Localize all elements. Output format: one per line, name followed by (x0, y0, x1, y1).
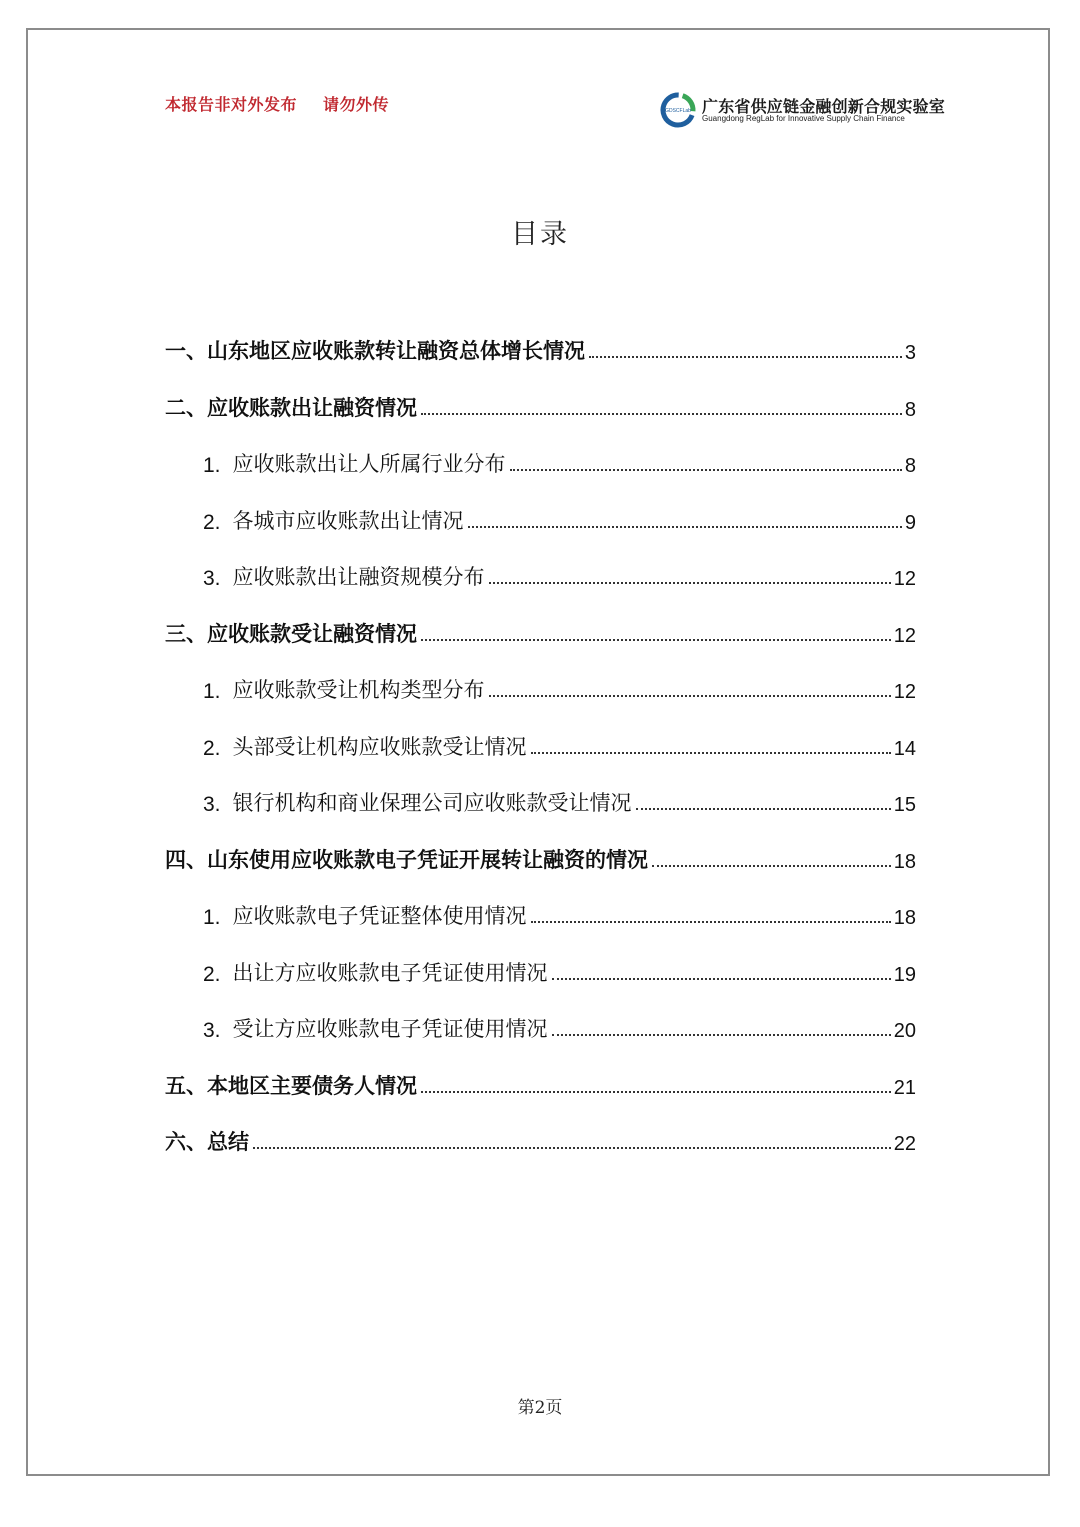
toc-leader-dots (652, 865, 891, 867)
toc-leader-dots (489, 582, 891, 584)
toc-entry[interactable] (203, 890, 916, 930)
page-number: 第2页 (517, 1398, 563, 1418)
lab-logo (660, 92, 946, 128)
toc-leader-dots (531, 921, 891, 923)
toc-entry-number: 2. (203, 962, 221, 986)
toc-entry-label: 出让方应收账款电子凭证使用情况 (232, 960, 548, 985)
toc-entry-label: 受让方应收账款电子凭证使用情况 (232, 1017, 548, 1041)
toc-entry[interactable] (165, 1060, 916, 1100)
toc-leader-dots (253, 1147, 891, 1149)
toc-entry-page: 19 (893, 963, 916, 986)
toc-leader-dots (589, 356, 902, 358)
toc-entry[interactable] (165, 382, 916, 422)
toc-entry-page: 18 (893, 907, 916, 929)
toc-entry-page: 20 (893, 1020, 916, 1042)
lab-name-en: Guangdong RegLab for Innovative Supply Chain Finance (702, 114, 905, 123)
toc-entry-label: 各城市应收账款出让情况 (232, 508, 464, 533)
toc-entry-page: 8 (904, 398, 916, 421)
toc-entry-page: 12 (893, 624, 916, 647)
toc-entry-number: 3. (203, 1019, 221, 1042)
toc-entry-label: 应收账款电子凭证整体使用情况 (232, 904, 527, 928)
toc-entry-page: 21 (893, 1076, 916, 1099)
notice-right: 请勿外传 (323, 95, 390, 114)
toc-entry-label: 一、山东地区应收账款转让融资总体增长情况 (165, 339, 585, 363)
toc-entry-page: 9 (904, 511, 916, 534)
toc-entry-page: 12 (893, 681, 916, 703)
notice-left: 本报告非对外发布 (165, 95, 298, 114)
lab-name-cn: 广东省供应链金融创新合规实验室 (702, 97, 946, 116)
toc-entry[interactable] (203, 551, 916, 591)
toc-entry-number: 1. (203, 454, 221, 477)
toc-entry-label: 二、应收账款出让融资情况 (165, 395, 417, 420)
toc-leader-dots (421, 1091, 891, 1093)
toc-leader-dots (552, 978, 891, 980)
toc-entry[interactable] (203, 438, 916, 478)
toc-entry-label: 应收账款出让融资规模分布 (232, 565, 485, 589)
toc-entry-label: 四、山东使用应收账款电子凭证开展转让融资的情况 (165, 847, 648, 872)
toc-entry-label: 头部受让机构应收账款受让情况 (232, 734, 527, 759)
toc-entry[interactable] (165, 834, 916, 874)
toc-entry[interactable] (203, 664, 916, 704)
toc-entry[interactable] (203, 947, 916, 987)
toc-leader-dots (489, 695, 891, 697)
toc-entry-label: 应收账款受让机构类型分布 (232, 678, 485, 702)
toc-entry-page: 22 (893, 1133, 916, 1155)
toc-leader-dots (552, 1034, 891, 1036)
toc-entry-number: 2. (203, 736, 221, 760)
toc-entry-label: 六、总结 (165, 1130, 249, 1154)
toc-entry-page: 14 (893, 737, 916, 760)
toc-entry-number: 3. (203, 567, 221, 590)
toc-title: 目录 (511, 219, 569, 250)
toc-entry-page: 15 (893, 794, 916, 816)
toc-leader-dots (636, 808, 891, 810)
toc-entry-number: 2. (203, 510, 221, 534)
toc-entry-page: 3 (904, 342, 916, 364)
toc-entry[interactable] (165, 608, 916, 648)
toc-entry-page: 18 (893, 850, 916, 873)
toc-entry-label: 三、应收账款受让融资情况 (165, 621, 417, 646)
toc-leader-dots (421, 639, 891, 641)
toc-entry[interactable] (165, 1116, 916, 1156)
toc-entry-number: 1. (203, 906, 221, 929)
toc-entry-page: 8 (904, 455, 916, 477)
lab-logo-icon (660, 92, 696, 128)
toc-entry-page: 12 (893, 568, 916, 590)
toc-entry[interactable] (203, 495, 916, 535)
toc-entry-number: 1. (203, 680, 221, 703)
toc-leader-dots (510, 469, 902, 471)
toc-leader-dots (468, 526, 902, 528)
toc-entry-label: 应收账款出让人所属行业分布 (232, 452, 506, 476)
confidential-notice (165, 92, 389, 115)
toc-entry[interactable] (165, 325, 916, 365)
toc-entry[interactable] (203, 1003, 916, 1043)
toc-entry[interactable] (203, 777, 916, 817)
svg-text:GDSCFLab: GDSCFLab (665, 108, 691, 114)
toc-entry-label: 银行机构和商业保理公司应收账款受让情况 (232, 791, 632, 815)
toc-leader-dots (531, 752, 891, 754)
toc-entry[interactable] (203, 721, 916, 761)
toc-leader-dots (421, 413, 902, 415)
toc-entry-label: 五、本地区主要债务人情况 (165, 1073, 417, 1098)
toc-entry-number: 3. (203, 793, 221, 816)
